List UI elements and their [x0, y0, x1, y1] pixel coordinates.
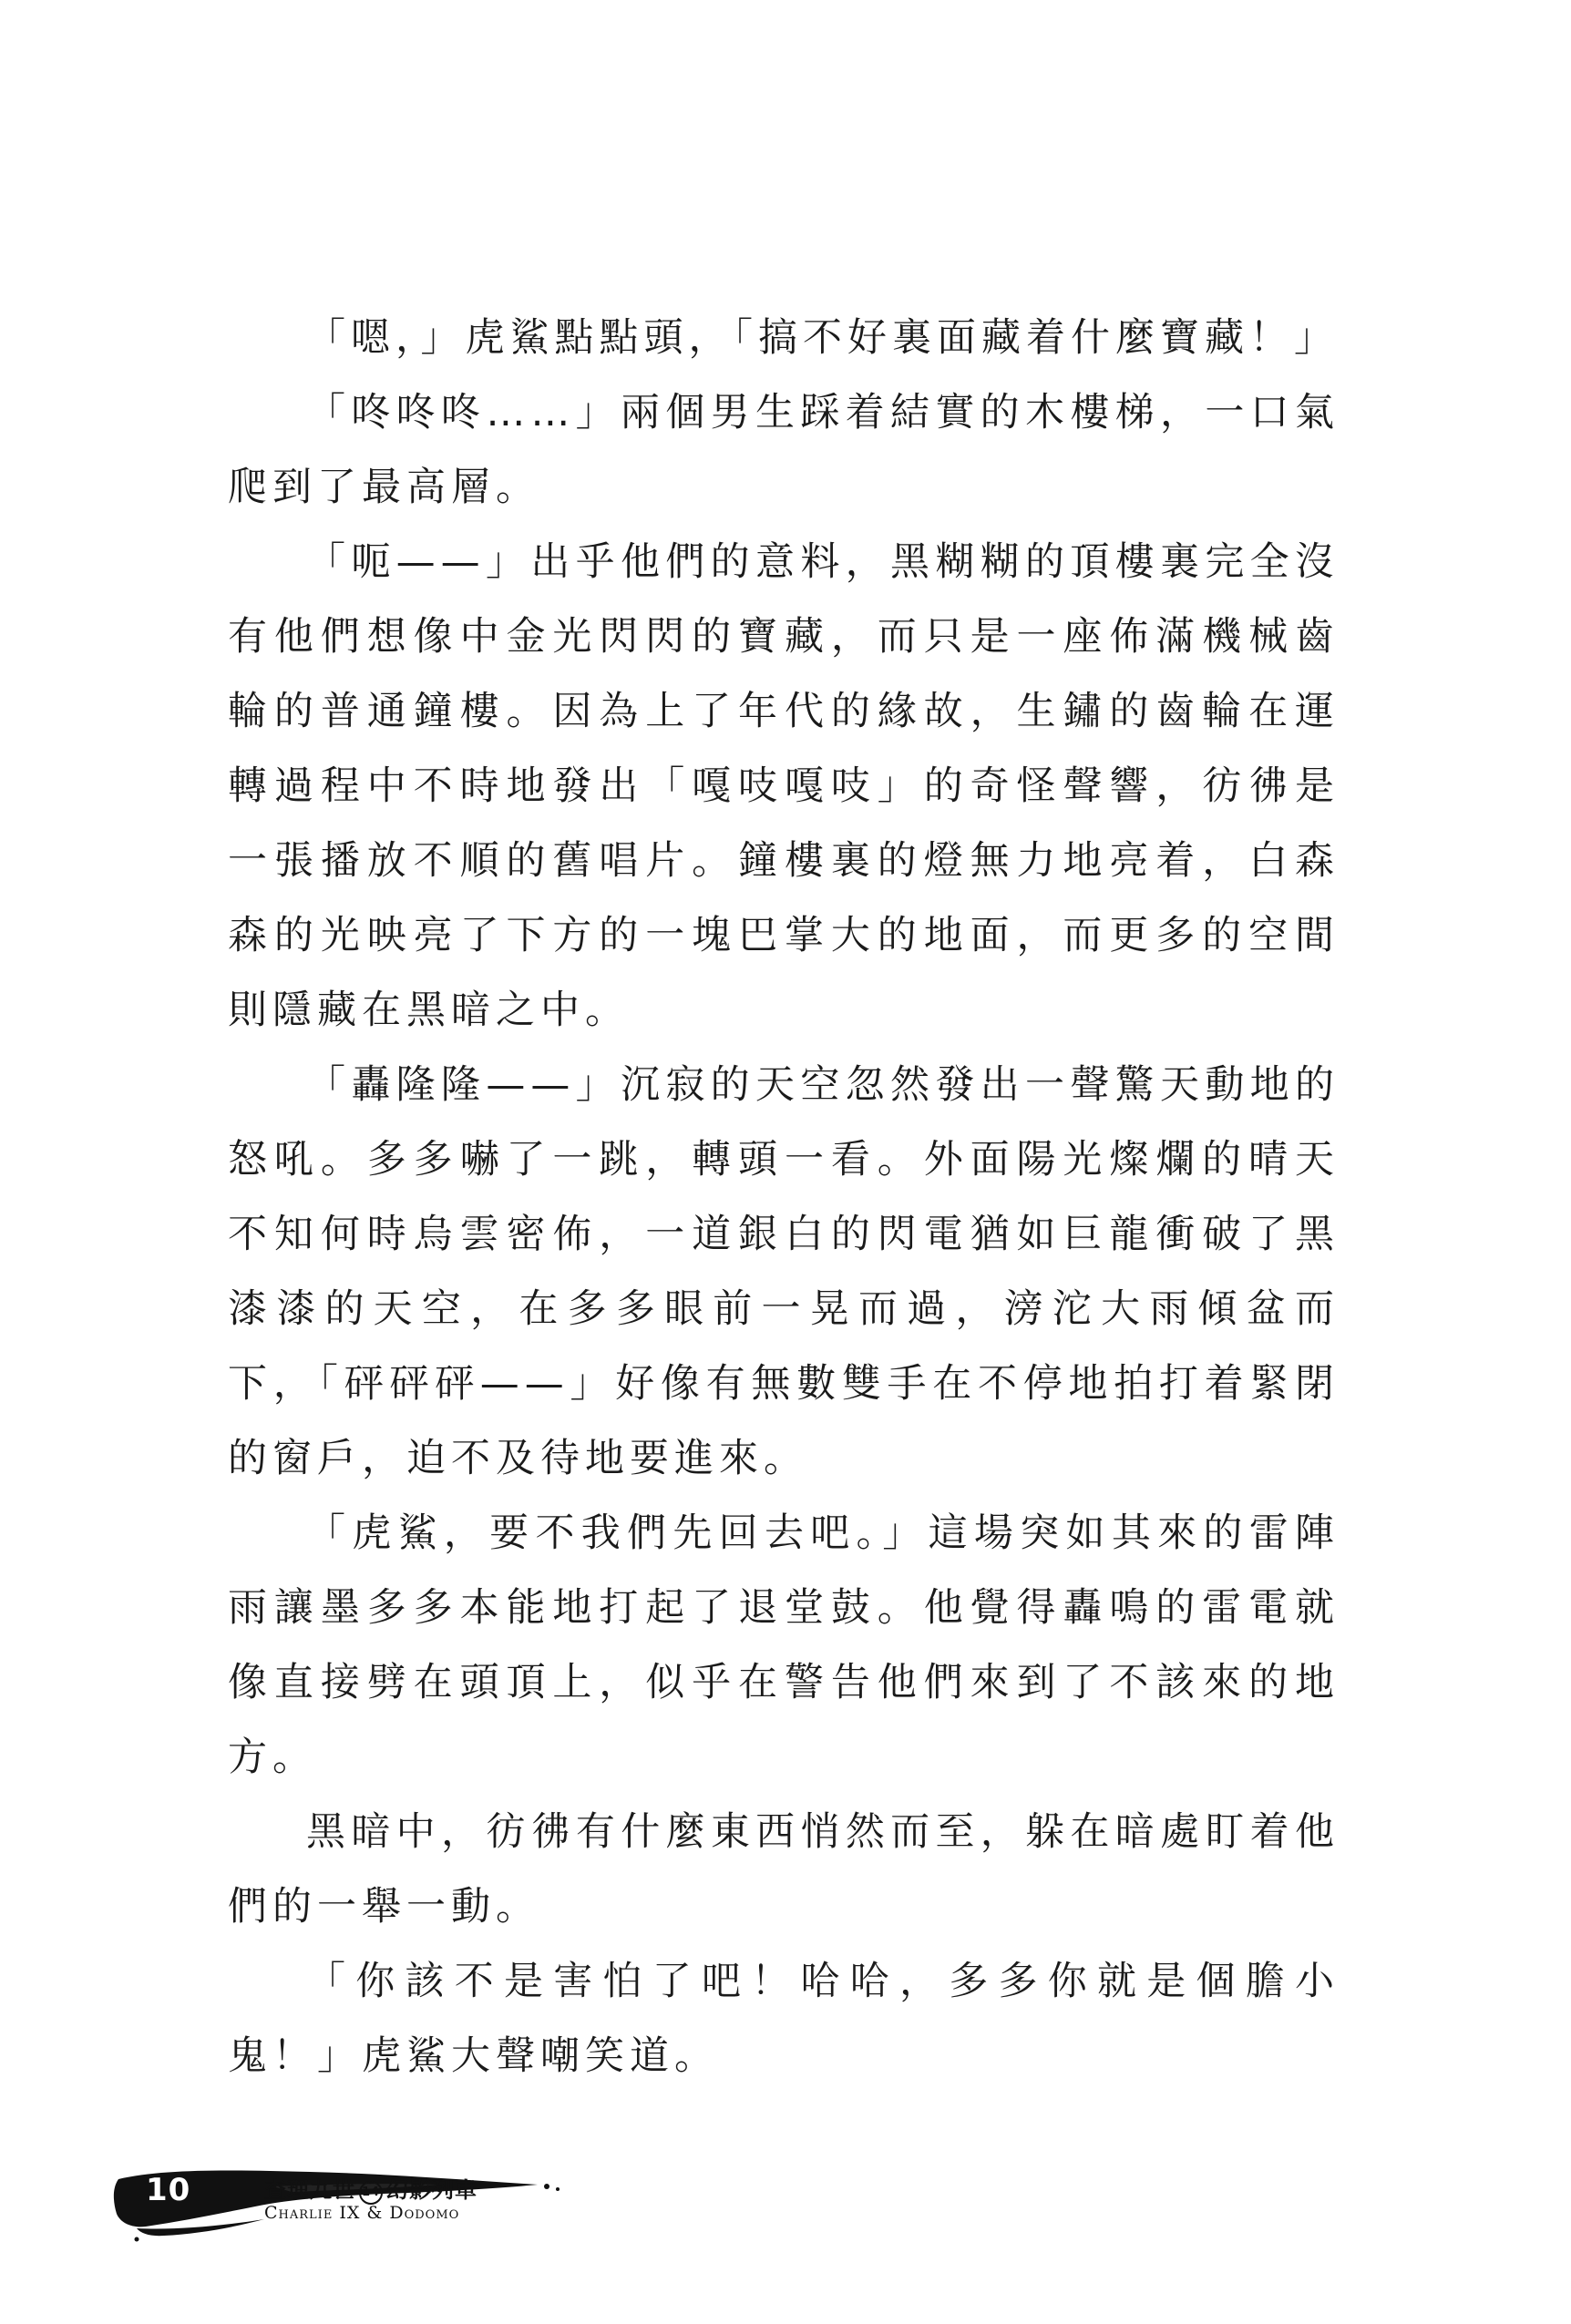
- paragraph-6: 黑暗中，彷彿有什麼東西悄然而至，躲在暗處盯着他們的一舉一動。: [228, 1809, 1340, 1930]
- paragraph-5: 「虎鯊，要不我們先回去吧。」這場突如其來的雷陣雨讓墨多多本能地打起了退堂鼓。他覺得轟鳴的雷電就像直接劈在頭頂上，似乎在警告他們來到了不該來的地方。: [228, 1510, 1340, 1780]
- paragraph-4: 「轟隆隆——」沉寂的天空忽然發出一聲驚天動地的怒吼。多多嚇了一跳，轉頭一看。外面陽光燦爛的晴天不知何時烏雲密佈，一道銀白的閃電猶如巨龍衝破了黑漆漆的天空，在多多眼前一晃而過，滂沱大雨傾盆而下，「砰砰砰——」好像有無數雙手在不停地拍打着緊閉的窗戶，迫不及待地要進來。: [228, 1062, 1340, 1481]
- page-number: 10: [146, 2172, 191, 2208]
- page-footer: [109, 2152, 583, 2252]
- series-title: [264, 2172, 477, 2205]
- series-title-post: 幻影列車: [386, 2176, 477, 2203]
- paragraph-7: 「你該不是害怕了吧！哈哈，多多你就是個膽小鬼！」虎鯊大聲嘲笑道。: [228, 1959, 1340, 2079]
- series-subtitle: Charlie IX & Dodomo: [264, 2203, 460, 2223]
- series-title-pre: 查理九世: [264, 2176, 355, 2203]
- paragraph-1: 「嗯，」虎鯊點點頭，「搞不好裏面藏着什麼寶藏！」: [306, 315, 1339, 361]
- paragraph-2: 「咚咚咚……」兩個男生踩着結實的木樓梯，一口氣爬到了最高層。: [228, 390, 1340, 510]
- body-text: [228, 301, 1340, 2094]
- paragraph-3: 「呃——」出乎他們的意料，黑糊糊的頂樓裏完全沒有他們想像中金光閃閃的寶藏，而只是一座佈滿機械齒輪的普通鐘樓。因為上了年代的緣故，生鏽的齒輪在運轉過程中不時地發出「嘎吱嘎吱」的奇怪聲響，彷彿是一張播放不順的舊唱片。鐘樓裏的燈無力地亮着，白森森的光映亮了下方的一塊巴掌大的地面，而更多的空間則隱藏在黑暗之中。: [228, 539, 1340, 1033]
- volume-badge: 14: [359, 2181, 383, 2205]
